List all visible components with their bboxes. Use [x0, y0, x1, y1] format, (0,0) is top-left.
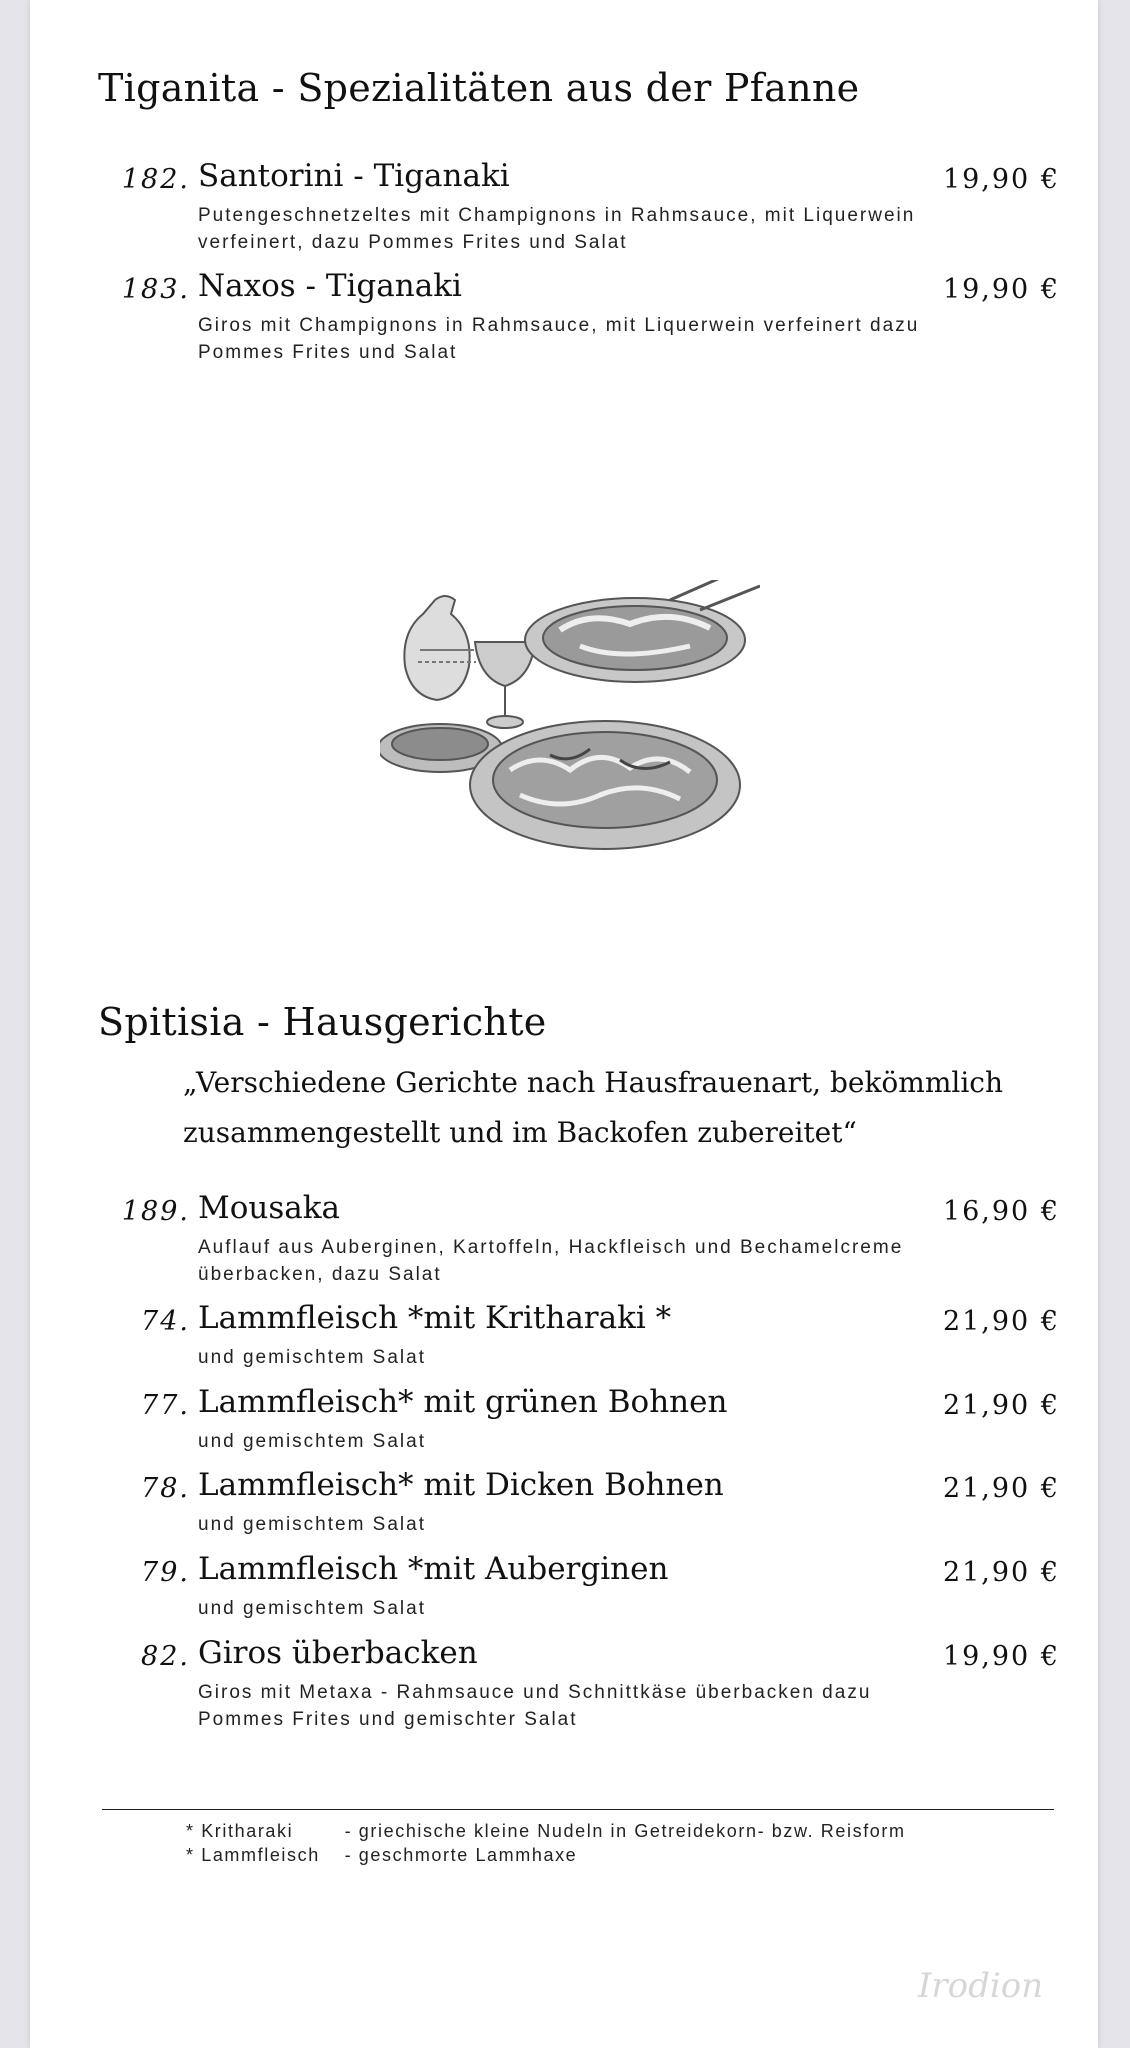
menu-item [90, 1467, 1060, 1538]
footnote-divider [102, 1809, 1054, 1810]
menu-item [90, 1300, 1060, 1371]
menu-item [90, 1190, 1060, 1288]
item-price: 19,90 € [942, 274, 1060, 305]
menu-page [30, 0, 1098, 2048]
item-name: Naxos - Tiganaki [198, 268, 462, 304]
item-description: und gemischtem Salat [198, 1514, 426, 1535]
item-name: Giros überbacken [198, 1635, 478, 1671]
menu-item [90, 158, 1060, 256]
item-number: 77. [141, 1390, 190, 1421]
footnote-row [186, 1821, 906, 1842]
item-description: Giros mit Champignons in Rahmsauce, mit Liquerwein verfeinert dazu Pommes Frites und Salat [198, 315, 920, 363]
item-price: 21,90 € [942, 1306, 1060, 1337]
item-description: und gemischtem Salat [198, 1431, 426, 1452]
section-title-tiganita: Tiganita - Spezialitäten aus der Pfanne [98, 66, 860, 110]
item-description: Giros mit Metaxa - Rahmsauce und Schnittkäse überbacken dazu Pommes Frites und gemischter Salat [198, 1682, 872, 1730]
item-price: 21,90 € [942, 1390, 1060, 1421]
menu-item [90, 1551, 1060, 1622]
item-name: Lammfleisch *mit Kritharaki * [198, 1300, 672, 1336]
item-number: 82. [141, 1641, 190, 1672]
item-number: 182. [121, 164, 190, 195]
item-number: 79. [141, 1557, 190, 1588]
footnote-definition: - griechische kleine Nudeln in Getreidekorn- bzw. Reisform [344, 1821, 906, 1841]
item-name: Lammfleisch* mit Dicken Bohnen [198, 1467, 724, 1503]
item-description: und gemischtem Salat [198, 1347, 426, 1368]
item-description: und gemischtem Salat [198, 1598, 426, 1619]
section-title-spitisia: Spitisia - Hausgerichte [98, 1000, 547, 1044]
footnote-term: * Kritharaki [186, 1821, 294, 1841]
item-number: 183. [121, 274, 190, 305]
signature-logo: Irodion [918, 1966, 1044, 2006]
item-price: 16,90 € [942, 1196, 1060, 1227]
item-price: 21,90 € [942, 1473, 1060, 1504]
item-name: Lammfleisch* mit grünen Bohnen [198, 1384, 728, 1420]
section-intro: „Verschiedene Gerichte nach Hausfrauenart, bekömmlich zusammengestellt und im Backofen zubereitet“ [183, 1066, 1004, 1149]
item-name: Santorini - Tiganaki [198, 158, 510, 194]
menu-item [90, 1384, 1060, 1455]
menu-item [90, 268, 1060, 366]
item-number: 74. [141, 1306, 190, 1337]
footnote-term: * Lammfleisch [186, 1845, 320, 1865]
menu-item [90, 1635, 1060, 1733]
item-number: 189. [121, 1196, 190, 1227]
item-name: Mousaka [198, 1190, 341, 1226]
item-price: 19,90 € [942, 164, 1060, 195]
greek-dishes-illustration-icon [380, 580, 760, 860]
item-price: 21,90 € [942, 1557, 1060, 1588]
footnote-definition: - geschmorte Lammhaxe [344, 1845, 578, 1865]
item-description: Putengeschnetzeltes mit Champignons in Rahmsauce, mit Liquerwein verfeinert, dazu Pommes Frites und Salat [198, 205, 916, 253]
item-description: Auflauf aus Auberginen, Kartoffeln, Hackfleisch und Bechamelcreme überbacken, dazu Salat [198, 1237, 904, 1285]
footnote-row [186, 1845, 577, 1866]
item-name: Lammfleisch *mit Auberginen [198, 1551, 669, 1587]
item-number: 78. [141, 1473, 190, 1504]
item-price: 19,90 € [942, 1641, 1060, 1672]
